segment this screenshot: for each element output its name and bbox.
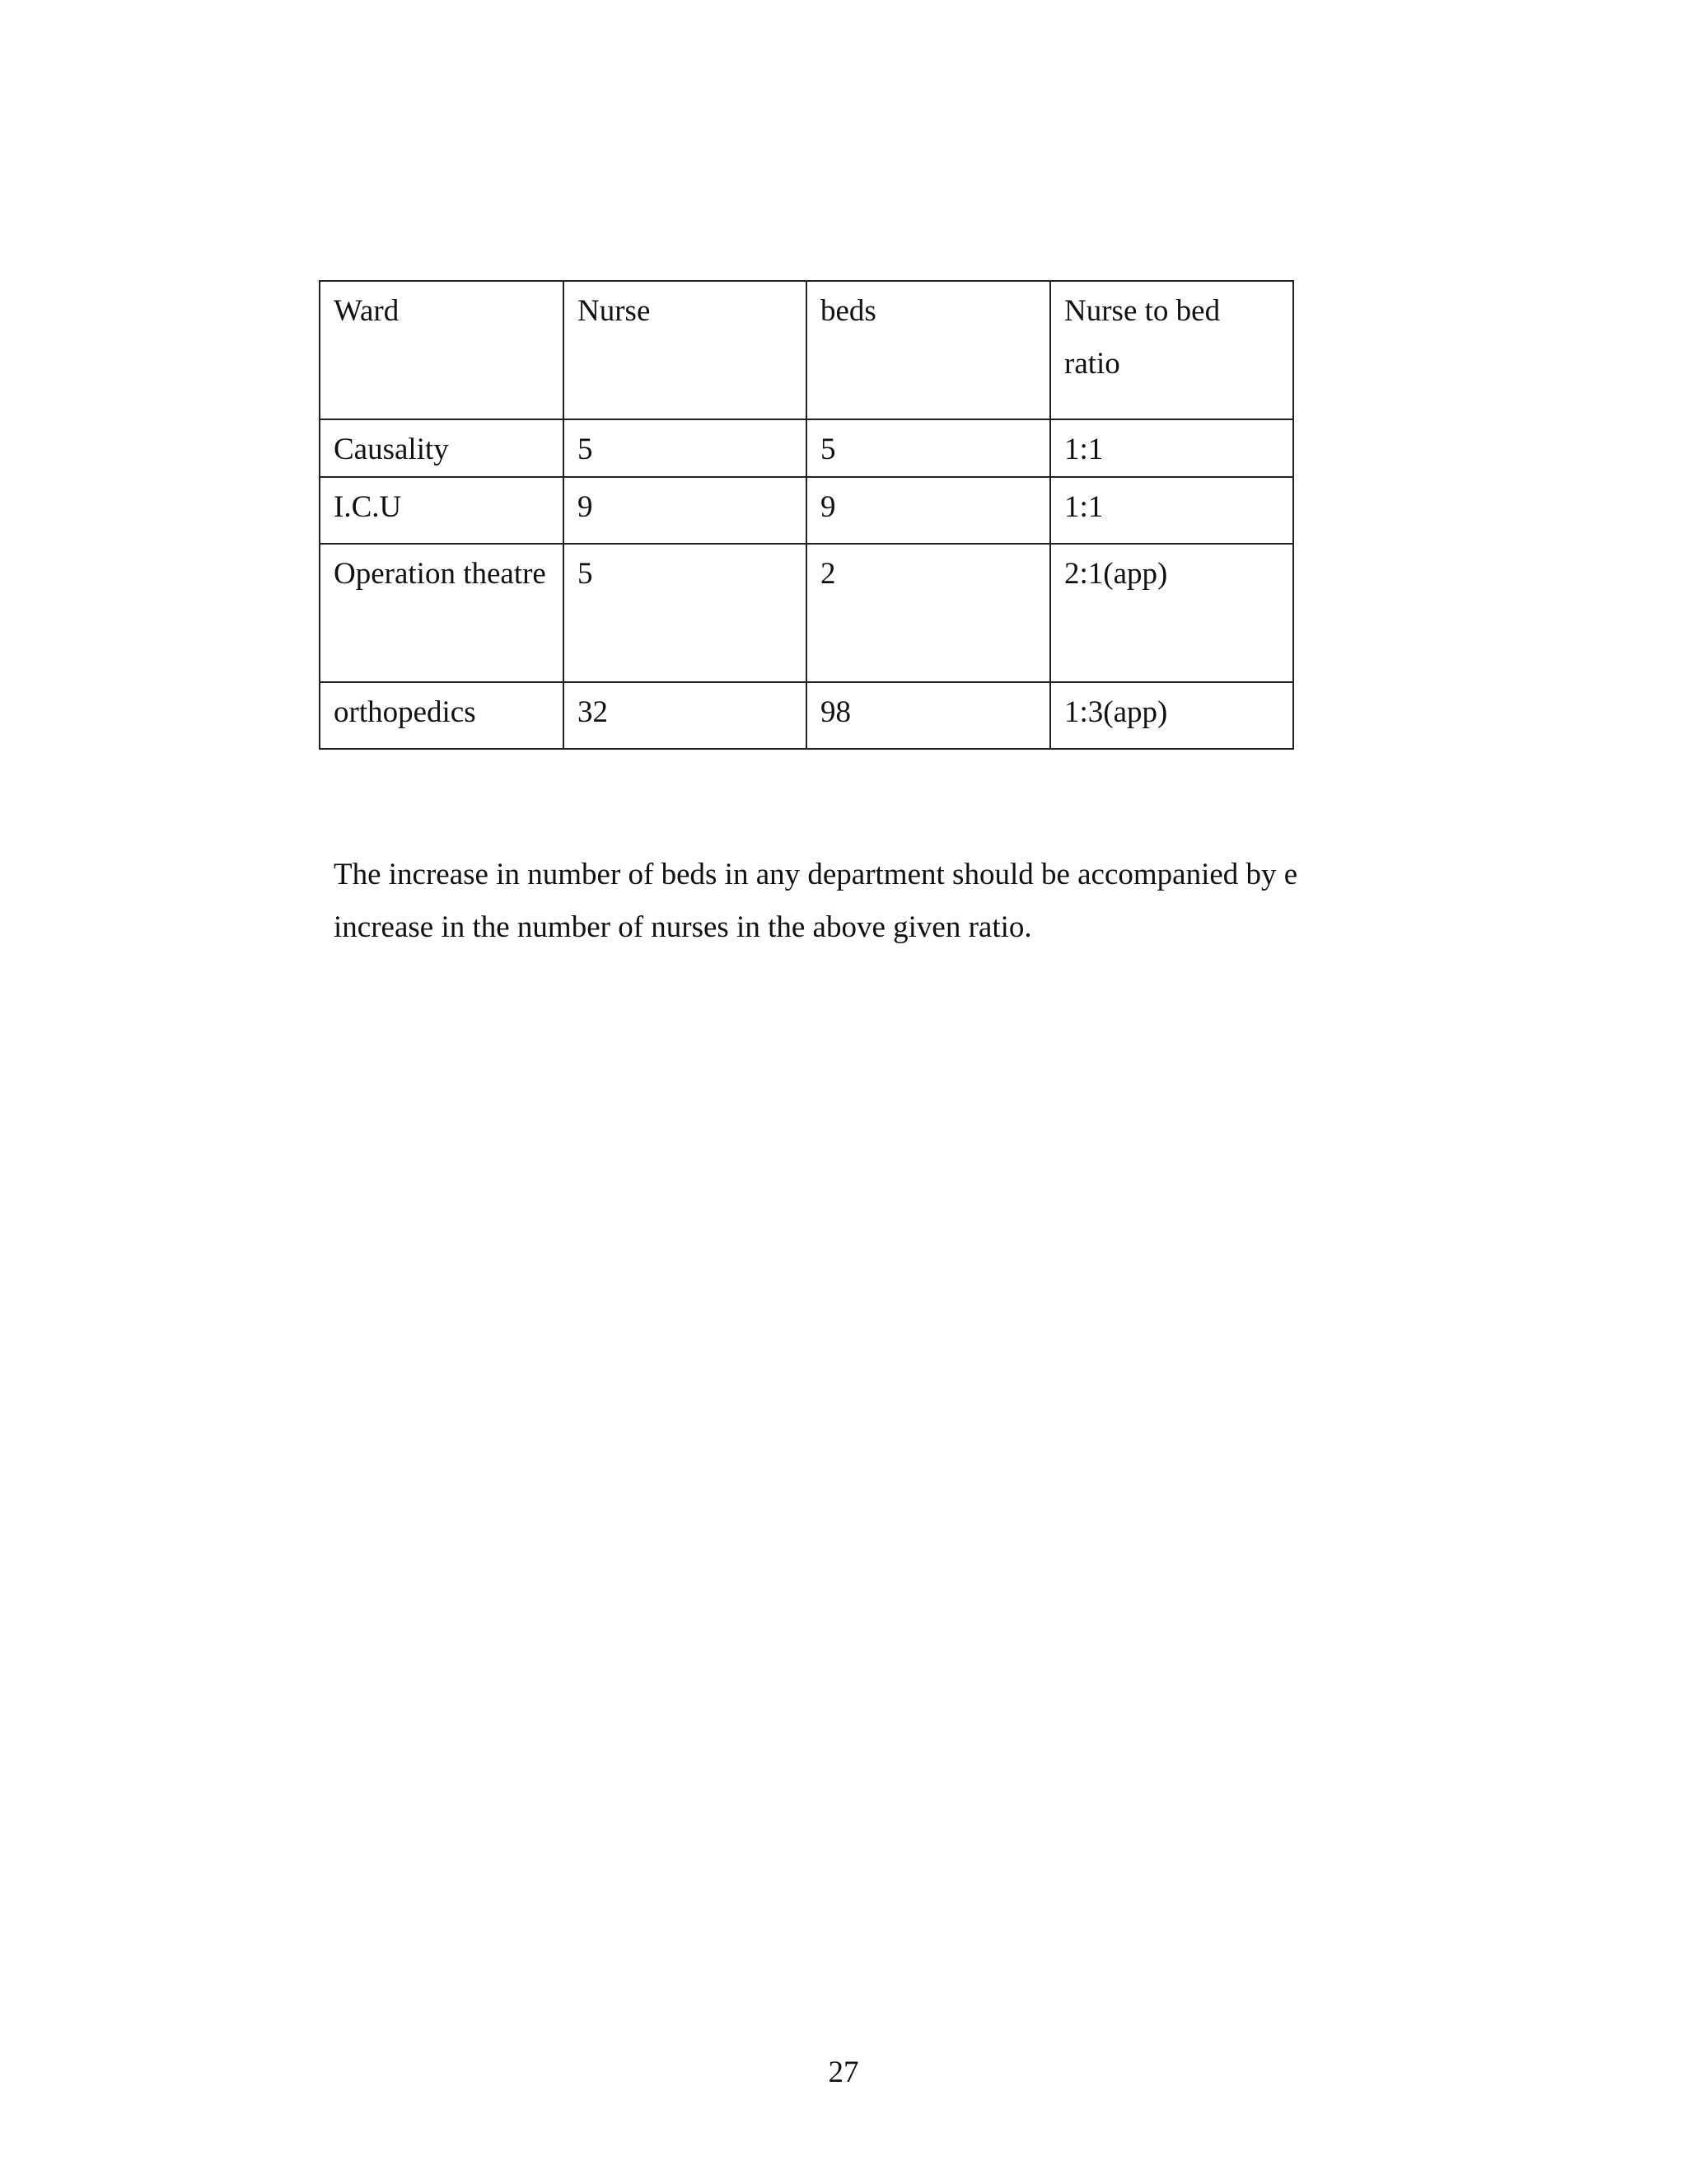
table-row bbox=[320, 544, 1293, 682]
table-header-row bbox=[320, 281, 1293, 419]
cell-beds: 5 bbox=[806, 419, 1050, 477]
cell-ward: Operation theatre bbox=[320, 544, 563, 682]
cell-nurse: 9 bbox=[563, 477, 806, 544]
cell-nurse: 5 bbox=[563, 544, 806, 682]
cell-ratio: 1:1 bbox=[1050, 477, 1293, 544]
header-ward: Ward bbox=[320, 281, 563, 419]
table-row bbox=[320, 682, 1293, 749]
cell-ratio: 1:1 bbox=[1050, 419, 1293, 477]
cell-beds: 9 bbox=[806, 477, 1050, 544]
cell-nurse: 5 bbox=[563, 419, 806, 477]
cell-beds: 98 bbox=[806, 682, 1050, 749]
cell-beds: 2 bbox=[806, 544, 1050, 682]
cell-ward: orthopedics bbox=[320, 682, 563, 749]
body-paragraph: The increase in number of beds in any department should be accompanied by e increase in the number of nurses in the above given ratio. bbox=[334, 858, 1298, 944]
cell-ward: I.C.U bbox=[320, 477, 563, 544]
table-row bbox=[320, 477, 1293, 544]
cell-ward: Causality bbox=[320, 419, 563, 477]
cell-ratio: 2:1(app) bbox=[1050, 544, 1293, 682]
page-number: 27 bbox=[828, 2055, 859, 2089]
header-beds: beds bbox=[806, 281, 1050, 419]
cell-nurse: 32 bbox=[563, 682, 806, 749]
table-row bbox=[320, 419, 1293, 477]
nurse-bed-ratio-table bbox=[319, 280, 1294, 750]
header-nurse: Nurse bbox=[563, 281, 806, 419]
header-ratio: Nurse to bed ratio bbox=[1050, 281, 1293, 419]
cell-ratio: 1:3(app) bbox=[1050, 682, 1293, 749]
